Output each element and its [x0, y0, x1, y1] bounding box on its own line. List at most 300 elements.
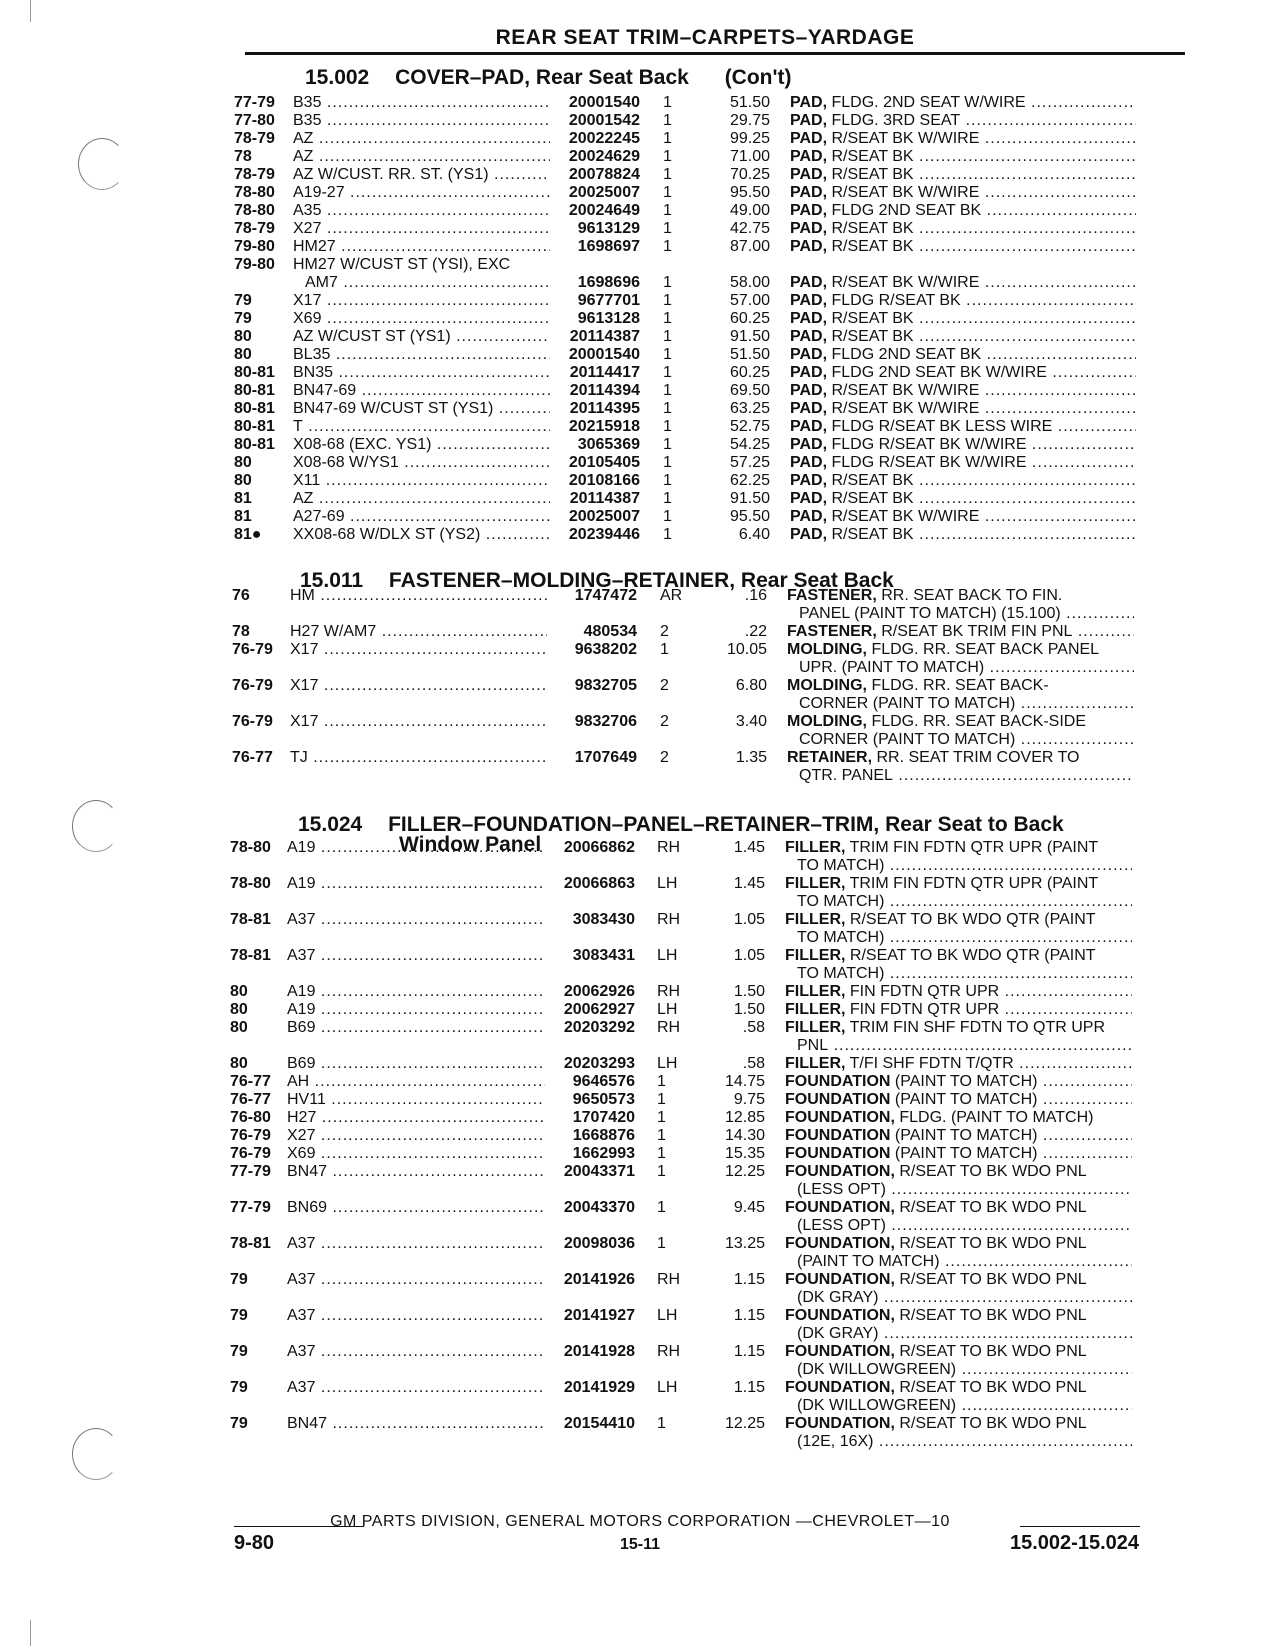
part-description — [785, 1414, 1132, 1433]
part-detail: R/SEAT TO BK WDO PNL — [899, 1379, 1087, 1396]
table-row — [0, 1306, 1280, 1342]
model-year: 77-79 — [230, 1199, 271, 1216]
price: 1.35 — [735, 749, 767, 766]
part-detail: R/SEAT TO BK WDO PNL — [899, 1415, 1087, 1432]
table-row — [0, 1090, 1280, 1109]
section-heading — [305, 66, 791, 90]
section-subtitle: Rear Seat Back — [535, 66, 689, 89]
part-number: 20001542 — [568, 112, 640, 129]
part-description — [790, 219, 1136, 238]
table-row — [0, 874, 1280, 910]
part-description — [785, 1126, 1132, 1145]
part-name: PAD, — [790, 220, 828, 237]
part-detail-continued: (PAINT TO MATCH) ..... — [797, 1252, 1132, 1271]
part-number: 20141928 — [563, 1343, 635, 1360]
price: 63.25 — [729, 400, 770, 417]
part-description — [790, 327, 1136, 346]
part-name: FOUNDATION, — [785, 1199, 895, 1216]
quantity: LH — [657, 1055, 678, 1072]
part-name: FOUNDATION, — [785, 1307, 895, 1324]
quantity: AR — [660, 587, 683, 604]
part-name: PAD, — [790, 94, 828, 111]
price: 51.50 — [729, 94, 770, 111]
section-number: 15.024 — [298, 813, 363, 836]
part-description — [790, 525, 1136, 544]
model-code: X17 ..... — [293, 291, 550, 310]
part-detail: (PAINT TO MATCH) ..... — [895, 1073, 1132, 1090]
part-name: FILLER, — [785, 983, 846, 1000]
part-number: 20114387 — [569, 490, 640, 507]
model-year: 81● — [234, 526, 262, 543]
model-code: X17 ..... — [290, 676, 547, 695]
part-description — [785, 1090, 1132, 1109]
model-code: A27-69 ..... — [293, 507, 550, 526]
price: 91.50 — [729, 490, 770, 507]
model-code-continued: AM7 ..... — [305, 273, 550, 292]
price: .58 — [742, 1055, 765, 1072]
part-name: PAD, — [790, 490, 828, 507]
part-number: 20239446 — [568, 526, 640, 543]
part-name: FILLER, — [785, 875, 846, 892]
part-detail-continued: PNL ..... — [797, 1036, 1132, 1055]
price: 87.00 — [729, 238, 770, 255]
quantity: 1 — [663, 382, 672, 399]
page-edge-mark — [30, 0, 31, 22]
part-number: 20108166 — [568, 472, 640, 489]
part-number: 1747472 — [574, 587, 637, 604]
quantity: 2 — [660, 749, 669, 766]
section-subtitle: Rear Seat to Back — [885, 813, 1064, 836]
part-description — [787, 712, 1134, 731]
table-row — [0, 147, 1280, 166]
model-year: 80-81 — [234, 400, 275, 417]
model-year: 80 — [234, 472, 252, 489]
model-code: HM27 ..... — [293, 237, 550, 256]
part-number: 480534 — [583, 623, 637, 640]
part-number: 1662993 — [572, 1145, 635, 1162]
part-name: PAD, — [790, 454, 828, 471]
price: .16 — [744, 587, 767, 604]
quantity: 1 — [663, 472, 672, 489]
quantity: 1 — [663, 148, 672, 165]
quantity: LH — [657, 1001, 678, 1018]
part-number: 9650573 — [572, 1091, 635, 1108]
model-code: HM27 W/CUST ST (YSI), EXC — [293, 256, 511, 273]
part-number: 20062927 — [563, 1001, 635, 1018]
price: 42.75 — [729, 220, 770, 237]
part-detail: R/SEAT TO BK WDO PNL — [899, 1343, 1087, 1360]
model-code: BN47-69 ..... — [293, 381, 550, 400]
part-name: FOUNDATION, — [785, 1163, 895, 1180]
header-rule — [245, 52, 1185, 55]
part-detail: RR. SEAT BACK TO FIN. — [881, 587, 1063, 604]
price: 1.05 — [733, 947, 765, 964]
model-year: 79 — [230, 1307, 248, 1324]
table-row — [0, 838, 1280, 874]
model-code: A35 ..... — [293, 201, 550, 220]
part-description — [787, 586, 1134, 605]
part-detail: FIN FDTN QTR UPR ..... — [850, 1001, 1132, 1018]
part-description — [785, 1018, 1132, 1037]
price: 1.05 — [733, 911, 765, 928]
part-description — [785, 982, 1132, 1001]
price: 95.50 — [729, 184, 770, 201]
part-name: FOUNDATION — [785, 1073, 891, 1090]
part-detail-continued: TO MATCH) ..... — [797, 928, 1132, 947]
model-year: 78-81 — [230, 947, 271, 964]
quantity: RH — [657, 911, 681, 928]
model-code: BL35 ..... — [293, 345, 550, 364]
quantity: 1 — [663, 490, 672, 507]
part-detail-continued: TO MATCH) ..... — [797, 892, 1132, 911]
part-name: PAD, — [790, 346, 828, 363]
footer-publisher: GM PARTS DIVISION, GENERAL MOTORS CORPORATION —CHEVROLET—10 — [330, 1513, 950, 1530]
part-detail-continued: QTR. PANEL ..... — [799, 766, 1134, 785]
part-detail: R/SEAT BK ..... — [832, 310, 1137, 327]
quantity: 2 — [660, 623, 669, 640]
table-row — [0, 1000, 1280, 1019]
table-row — [0, 1234, 1280, 1270]
part-detail: FLDG. RR. SEAT BACK PANEL — [871, 641, 1100, 658]
part-description — [790, 381, 1136, 400]
table-row — [0, 946, 1280, 982]
part-number: 9646576 — [572, 1073, 635, 1090]
part-name: PAD, — [790, 310, 828, 327]
model-year: 76 — [232, 587, 250, 604]
part-detail: FLDG. RR. SEAT BACK- — [871, 677, 1049, 694]
table-row — [0, 586, 1280, 622]
quantity: RH — [657, 1271, 681, 1288]
part-detail-continued: CORNER (PAINT TO MATCH) ..... — [799, 730, 1134, 749]
quantity: 1 — [663, 202, 672, 219]
part-detail: R/SEAT TO BK WDO PNL — [899, 1235, 1087, 1252]
price: 14.75 — [724, 1073, 765, 1090]
part-description — [785, 1000, 1132, 1019]
part-detail: FLDG R/SEAT BK W/WIRE ..... — [832, 436, 1137, 453]
price: 29.75 — [729, 112, 770, 129]
table-row — [0, 399, 1280, 418]
table-row — [0, 1162, 1280, 1198]
price: 1.15 — [733, 1343, 765, 1360]
part-detail: FIN FDTN QTR UPR ..... — [850, 983, 1132, 1000]
price: 12.25 — [724, 1163, 765, 1180]
quantity: RH — [657, 839, 681, 856]
table-row — [0, 1018, 1280, 1054]
model-year: 80-81 — [234, 382, 275, 399]
part-name: PAD, — [790, 526, 828, 543]
part-description — [785, 1108, 1132, 1127]
model-year: 79 — [230, 1271, 248, 1288]
section-title: FASTENER–MOLDING–RETAINER, — [388, 569, 736, 592]
part-name: FILLER, — [785, 1001, 846, 1018]
part-detail: R/SEAT TO BK WDO QTR (PAINT — [849, 947, 1096, 964]
part-name: FILLER, — [785, 1019, 846, 1036]
model-year: 79 — [230, 1343, 248, 1360]
part-detail: R/SEAT BK ..... — [832, 328, 1137, 345]
part-description — [785, 1378, 1132, 1397]
model-year: 80 — [234, 454, 252, 471]
part-number: 20154410 — [563, 1415, 635, 1432]
part-number: 20043370 — [563, 1199, 635, 1216]
model-code: BN47 ..... — [287, 1162, 545, 1181]
part-number: 20114387 — [569, 328, 640, 345]
table-row — [0, 507, 1280, 526]
part-description — [787, 622, 1134, 641]
quantity: 1 — [660, 641, 669, 658]
model-year: 78-80 — [234, 202, 275, 219]
model-code: X27 ..... — [293, 219, 550, 238]
price: 70.25 — [729, 166, 770, 183]
table-row — [0, 219, 1280, 238]
part-number: 20001540 — [568, 94, 640, 111]
price: 60.25 — [729, 310, 770, 327]
part-name: FASTENER, — [787, 587, 877, 604]
part-name: PAD, — [790, 400, 828, 417]
part-detail: R/SEAT TO BK WDO PNL — [899, 1199, 1087, 1216]
part-name: PAD, — [790, 418, 828, 435]
section-number: 15.011 — [300, 569, 364, 592]
quantity: 1 — [663, 94, 672, 111]
part-detail: FLDG R/SEAT BK W/WIRE ..... — [832, 454, 1137, 471]
table-row — [0, 201, 1280, 220]
quantity: 1 — [663, 418, 672, 435]
part-number: 20043371 — [563, 1163, 635, 1180]
model-year: 80 — [230, 983, 248, 1000]
part-name: FOUNDATION, — [785, 1379, 895, 1396]
quantity: 1 — [663, 508, 672, 525]
model-year: 77-79 — [230, 1163, 271, 1180]
table-row — [0, 165, 1280, 184]
model-year: 76-79 — [232, 641, 273, 658]
quantity: 1 — [663, 238, 672, 255]
part-number: 3083431 — [572, 947, 635, 964]
price: 62.25 — [729, 472, 770, 489]
part-detail: FLDG. (PAINT TO MATCH) — [899, 1109, 1094, 1126]
part-number: 20024649 — [568, 202, 640, 219]
part-number: 20114395 — [569, 400, 640, 417]
price: 1.15 — [733, 1271, 765, 1288]
footer-date: 9-80 — [234, 1532, 275, 1554]
part-description — [790, 93, 1136, 112]
table-row — [0, 381, 1280, 400]
part-number: 9832706 — [574, 713, 637, 730]
part-detail: FLDG. 3RD SEAT ..... — [832, 112, 1137, 129]
part-name: FILLER, — [785, 1055, 846, 1072]
table-row — [0, 1144, 1280, 1163]
model-year: 78-81 — [230, 911, 271, 928]
part-name: PAD, — [790, 130, 828, 147]
model-year: 79-80 — [234, 238, 275, 255]
part-description — [790, 507, 1136, 526]
model-code: AH ..... — [287, 1072, 545, 1091]
part-detail: FLDG. 2ND SEAT W/WIRE ..... — [832, 94, 1137, 111]
part-name: PAD, — [790, 148, 828, 165]
price: 51.50 — [729, 346, 770, 363]
part-number: 9613128 — [577, 310, 640, 327]
price: 58.00 — [729, 274, 770, 291]
part-number: 3065369 — [577, 436, 640, 453]
part-description — [785, 1162, 1132, 1181]
table-row — [0, 1126, 1280, 1145]
part-detail: (PAINT TO MATCH) ..... — [895, 1091, 1132, 1108]
model-year: 80 — [234, 328, 252, 345]
model-year: 78 — [234, 148, 252, 165]
part-description — [785, 1144, 1132, 1163]
part-name: FILLER, — [785, 911, 846, 928]
model-code: X11 ..... — [293, 471, 550, 490]
model-code: A19 ..... — [287, 1000, 545, 1019]
quantity: 1 — [657, 1145, 666, 1162]
model-code: X69 ..... — [287, 1144, 545, 1163]
part-detail: R/SEAT BK TRIM FIN PNL ..... — [881, 623, 1134, 640]
part-description — [790, 165, 1136, 184]
part-description — [790, 453, 1136, 472]
part-description — [790, 201, 1136, 220]
model-code: BN47-69 W/CUST ST (YS1) ..... — [293, 399, 550, 418]
model-code: B35 ..... — [293, 93, 550, 112]
part-number: 20022245 — [568, 130, 640, 147]
part-number: 20098036 — [563, 1235, 635, 1252]
part-name: PAD, — [790, 328, 828, 345]
part-detail: R/SEAT BK W/WIRE ..... — [832, 274, 1137, 291]
part-description — [785, 1270, 1132, 1289]
part-number: 1707420 — [572, 1109, 635, 1126]
part-name: FOUNDATION — [785, 1091, 891, 1108]
part-description — [790, 399, 1136, 418]
quantity: 1 — [657, 1163, 666, 1180]
table-row — [0, 417, 1280, 436]
part-number: 1707649 — [574, 749, 637, 766]
table-row — [0, 622, 1280, 641]
section-title: COVER–PAD, — [395, 66, 531, 89]
price: 69.50 — [729, 382, 770, 399]
model-code: BN69 ..... — [287, 1198, 545, 1217]
part-description — [785, 1342, 1132, 1361]
quantity: RH — [657, 1019, 681, 1036]
model-year: 76-77 — [230, 1073, 271, 1090]
part-detail: FLDG 2ND SEAT BK ..... — [832, 346, 1137, 363]
part-name: FOUNDATION, — [785, 1271, 895, 1288]
section-subtitle-line2: Window Panel — [399, 833, 542, 856]
table-row — [0, 1198, 1280, 1234]
part-detail-continued: TO MATCH) ..... — [797, 856, 1132, 875]
model-year: 79-80 — [234, 256, 275, 273]
part-number: 9613129 — [577, 220, 640, 237]
table-row — [0, 1378, 1280, 1414]
footer-page-number: 15-11 — [619, 1536, 661, 1553]
quantity: RH — [657, 983, 681, 1000]
price: .58 — [742, 1019, 765, 1036]
quantity: LH — [657, 947, 678, 964]
part-detail-continued: (DK GRAY) ..... — [797, 1324, 1132, 1343]
part-name: FOUNDATION — [785, 1145, 891, 1162]
part-number: 20114417 — [569, 364, 640, 381]
part-number: 1668876 — [572, 1127, 635, 1144]
part-name: FOUNDATION, — [785, 1109, 895, 1126]
quantity: 1 — [663, 400, 672, 417]
model-year: 80-81 — [234, 436, 275, 453]
part-description — [785, 1306, 1132, 1325]
part-description — [787, 676, 1134, 695]
part-name: FOUNDATION, — [785, 1235, 895, 1252]
table-row — [0, 453, 1280, 472]
table-row — [0, 237, 1280, 256]
model-code: HM ..... — [290, 586, 547, 605]
part-detail: R/SEAT BK ..... — [832, 490, 1137, 507]
part-description — [790, 363, 1136, 382]
model-code: A37 ..... — [287, 1270, 545, 1289]
quantity: LH — [657, 875, 678, 892]
model-code: X08-68 (EXC. YS1) ..... — [293, 435, 550, 454]
table-row — [0, 640, 1280, 676]
part-description — [787, 640, 1134, 659]
model-code: A19 ..... — [287, 982, 545, 1001]
table-row — [0, 712, 1280, 748]
table-row — [0, 309, 1280, 328]
part-detail: R/SEAT BK W/WIRE ..... — [832, 400, 1137, 417]
part-name: PAD, — [790, 364, 828, 381]
model-year: 76-79 — [232, 713, 273, 730]
part-description — [785, 910, 1132, 929]
model-code: X17 ..... — [290, 640, 547, 659]
price: 52.75 — [729, 418, 770, 435]
part-name: FOUNDATION — [785, 1127, 891, 1144]
part-number: 9677701 — [577, 292, 640, 309]
quantity: 1 — [657, 1091, 666, 1108]
quantity: 1 — [657, 1127, 666, 1144]
table-row — [0, 1054, 1280, 1073]
part-detail: R/SEAT TO BK WDO PNL — [899, 1271, 1087, 1288]
part-detail: R/SEAT BK ..... — [832, 148, 1137, 165]
part-description — [790, 111, 1136, 130]
part-description — [790, 237, 1136, 256]
model-year: 80-81 — [234, 418, 275, 435]
part-name: PAD, — [790, 274, 828, 291]
table-row — [0, 525, 1280, 544]
price: 9.75 — [733, 1091, 765, 1108]
model-year: 78-81 — [230, 1235, 271, 1252]
part-detail-continued: (DK GRAY) ..... — [797, 1288, 1132, 1307]
model-year: 80 — [234, 346, 252, 363]
price: 3.40 — [735, 713, 767, 730]
part-detail: FLDG 2ND SEAT BK ..... — [832, 202, 1137, 219]
part-number: 20062926 — [563, 983, 635, 1000]
price: 12.25 — [724, 1415, 765, 1432]
table-row — [0, 1342, 1280, 1378]
part-name: PAD, — [790, 436, 828, 453]
part-name: PAD, — [790, 202, 828, 219]
table-row — [0, 471, 1280, 490]
model-code: A37 ..... — [287, 1234, 545, 1253]
part-detail: FLDG R/SEAT BK LESS WIRE ..... — [832, 418, 1137, 435]
part-number: 1698697 — [577, 238, 640, 255]
model-code: A37 ..... — [287, 1306, 545, 1325]
part-detail: R/SEAT BK ..... — [832, 238, 1137, 255]
model-year: 76-77 — [230, 1091, 271, 1108]
part-detail: FLDG. RR. SEAT BACK-SIDE — [871, 713, 1087, 730]
part-detail-continued: (LESS OPT) ..... — [797, 1216, 1132, 1235]
section-subtitle: Rear Seat Back — [740, 569, 894, 592]
price: 1.15 — [733, 1379, 765, 1396]
part-name: FILLER, — [785, 947, 846, 964]
part-description — [790, 129, 1136, 148]
part-detail-continued: CORNER (PAINT TO MATCH) ..... — [799, 694, 1134, 713]
part-description — [790, 417, 1136, 436]
part-name: MOLDING, — [787, 713, 867, 730]
model-code: BN47 ..... — [287, 1414, 545, 1433]
price: 71.00 — [729, 148, 770, 165]
part-detail: FLDG R/SEAT BK ..... — [832, 292, 1137, 309]
